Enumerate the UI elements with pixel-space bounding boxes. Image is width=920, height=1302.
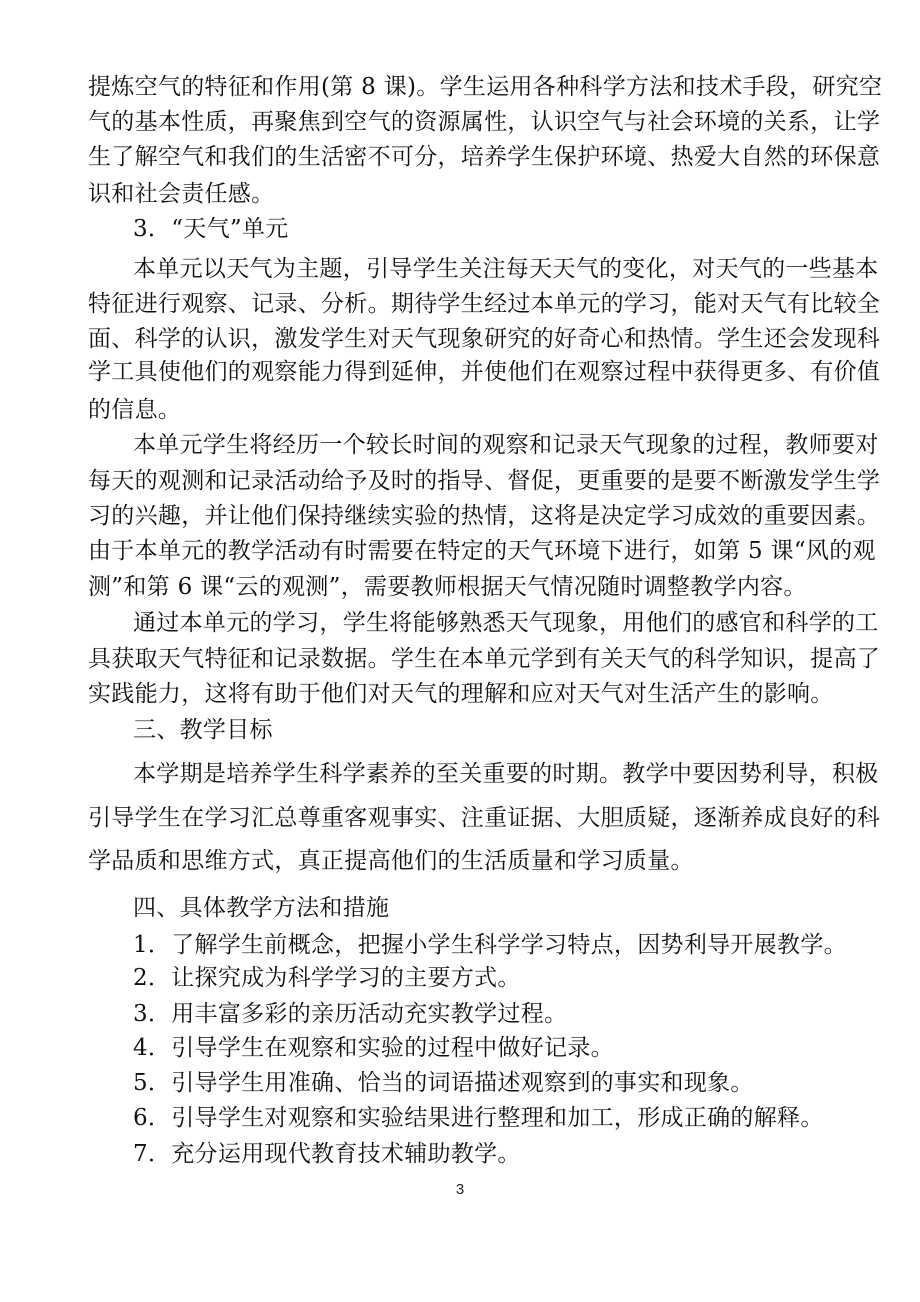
paragraph-line: 本单元以天气为主题，引导学生关注每天天气的变化，对天气的一些基本 — [133, 256, 879, 282]
paragraph-line: 实践能力，这将有助于他们对天气的理解和应对天气对生活产生的影响。 — [88, 681, 834, 707]
paragraph-line: 测”和第 6 课“云的观测”，需要教师根据天气情况随时调整教学内容。 — [88, 574, 807, 600]
section-heading: 3．“天气”单元 — [133, 216, 289, 242]
list-item: 2．让探究成为科学学习的主要方式。 — [133, 965, 521, 991]
list-item: 7．充分运用现代教育技术辅助教学。 — [133, 1141, 521, 1167]
list-item: 5．引导学生用准确、恰当的词语描述观察到的事实和现象。 — [133, 1070, 754, 1096]
paragraph-line: 的信息。 — [88, 397, 182, 423]
paragraph-line: 提炼空气的特征和作用(第 8 课)。学生运用各种科学方法和技术手段，研究空 — [88, 74, 883, 100]
paragraph-line: 每天的观测和记录活动给予及时的指导、督促，更重要的是要不断激发学生学 — [88, 468, 881, 494]
paragraph-line: 面、科学的认识，激发学生对天气现象研究的好奇心和热情。学生还会发现科 — [88, 326, 881, 352]
paragraph-line: 引导学生在学习汇总尊重客观事实、注重证据、大胆质疑，逐渐养成良好的科 — [88, 805, 881, 831]
paragraph-line: 特征进行观察、记录、分析。期待学生经过本单元的学习，能对天气有比较全 — [88, 291, 881, 317]
paragraph-line: 本单元学生将经历一个较长时间的观察和记录天气现象的过程，教师要对 — [133, 432, 879, 458]
paragraph-line: 识和社会责任感。 — [88, 181, 275, 207]
page-number: 3 — [455, 1181, 465, 1198]
list-item: 6．引导学生对观察和实验结果进行整理和加工，形成正确的解释。 — [133, 1105, 824, 1131]
section-heading: 三、教学目标 — [133, 717, 273, 743]
paragraph-line: 生了解空气和我们的生活密不可分，培养学生保护环境、热爱大自然的环保意 — [88, 144, 881, 170]
paragraph-line: 学品质和思维方式，真正提高他们的生活质量和学习质量。 — [88, 848, 694, 874]
paragraph-line: 本学期是培养学生科学素养的至关重要的时期。教学中要因势利导，积极 — [133, 761, 879, 787]
section-heading: 四、具体教学方法和措施 — [133, 895, 390, 921]
paragraph-line: 由于本单元的教学活动有时需要在特定的天气环境下进行，如第 5 课“风的观 — [88, 538, 876, 564]
list-item: 1．了解学生前概念，把握小学生科学学习特点，因势利导开展教学。 — [133, 932, 847, 958]
list-item: 4．引导学生在观察和实验的过程中做好记录。 — [133, 1035, 614, 1061]
list-item: 3．用丰富多彩的亲历活动充实教学过程。 — [133, 1001, 568, 1027]
paragraph-line: 学工具使他们的观察能力得到延伸，并使他们在观察过程中获得更多、有价值 — [88, 359, 881, 385]
paragraph-line: 具获取天气特征和记录数据。学生在本单元学到有关天气的科学知识，提高了 — [88, 646, 881, 672]
paragraph-line: 习的兴趣，并让他们保持继续实验的热情，这将是决定学习成效的重要因素。 — [88, 503, 881, 529]
paragraph-line: 通过本单元的学习，学生将能够熟悉天气现象，用他们的感官和科学的工 — [133, 610, 879, 636]
paragraph-line: 气的基本性质，再聚焦到空气的资源属性，认识空气与社会环境的关系，让学 — [88, 109, 881, 135]
